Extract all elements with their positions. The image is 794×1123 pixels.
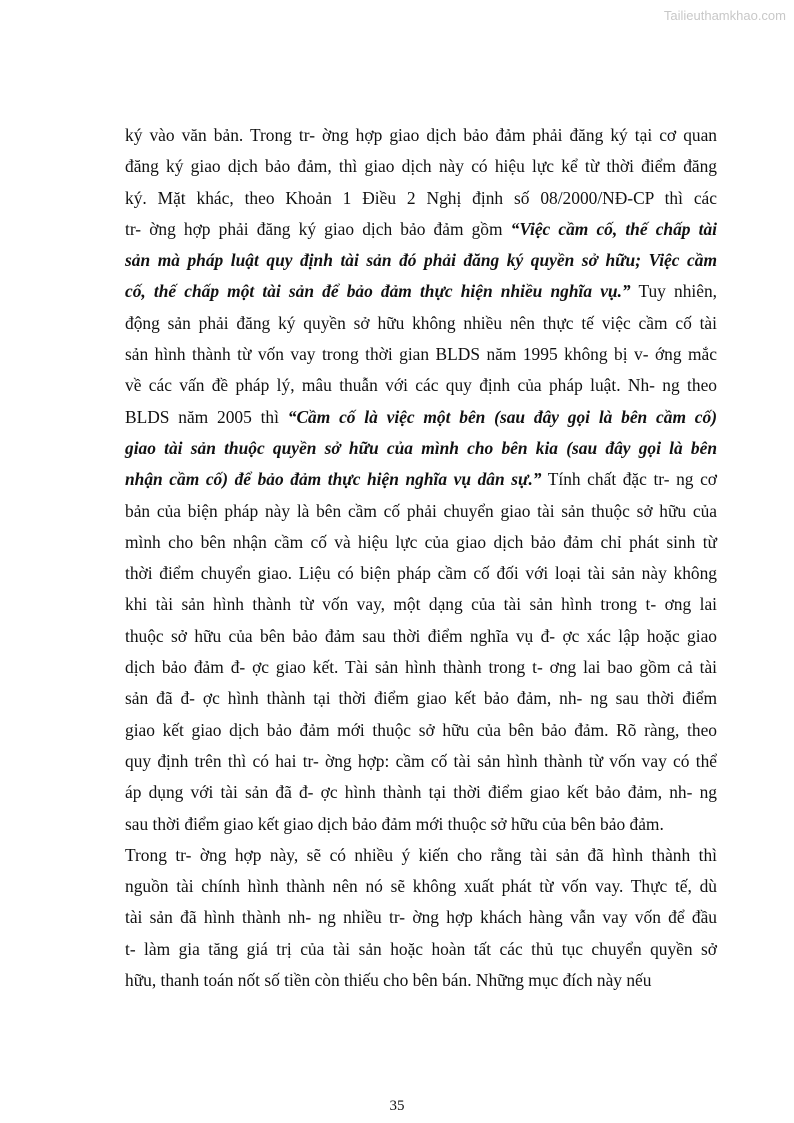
text-line <box>125 120 717 151</box>
text-run: Tính chất đặc tr- ng cơ <box>541 469 717 490</box>
text-run: ký vào văn bản. Trong tr- ờng hợp giao dịch bảo đảm phải đăng ký tại cơ quan <box>125 125 717 145</box>
quoted-text: nhận cầm cố) để bảo đảm thực hiện nghĩa vụ dân sự.” <box>125 469 542 490</box>
text-run: t- làm gia tăng giá trị của tài sản hoặc hoàn tất các thủ tục chuyển quyền sở <box>125 938 717 959</box>
text-run: đăng ký giao dịch bảo đảm, thì giao dịch này có hiệu lực kể từ thời điểm đăng <box>125 156 717 177</box>
text-line <box>125 308 717 339</box>
text-line <box>125 496 717 527</box>
watermark: Tailieuthamkhao.com <box>663 8 786 23</box>
text-run: giao kết giao dịch bảo đảm mới thuộc sở hữu của bên bảo đảm. Rõ ràng, theo <box>125 719 717 740</box>
text-line <box>125 683 717 714</box>
text-run: thời điểm chuyển giao. Liệu có biện pháp cầm cố đối với loại tài sản này không <box>125 563 717 584</box>
text-line <box>125 652 717 683</box>
text-line <box>125 840 717 871</box>
text-line <box>125 621 717 652</box>
text-line <box>125 402 717 433</box>
text-line <box>125 934 717 965</box>
text-line <box>125 965 717 996</box>
text-run: sản đã đ- ợc hình thành tại thời điểm giao kết bảo đảm, nh- ng sau thời điểm <box>125 688 717 709</box>
text-line <box>125 276 717 307</box>
text-line <box>125 464 717 495</box>
text-line <box>125 777 717 808</box>
text-run: bản của biện pháp này là bên cầm cố phải chuyển giao tài sản thuộc sở hữu của <box>125 500 717 521</box>
text-run: áp dụng với tài sản đã đ- ợc hình thành tại thời điểm giao kết bảo đảm, nh- ng <box>125 782 717 803</box>
text-line <box>125 433 717 464</box>
text-run: động sản phải đăng ký quyền sở hữu không nhiều nên thực tế việc cầm cố tài <box>125 312 717 333</box>
text-run: nguồn tài chính hình thành nên nó sẽ không xuất phát từ vốn vay. Thực tế, dù <box>125 876 717 897</box>
text-run: khi tài sản hình thành từ vốn vay, một dạng của tài sản hình trong t- ơng lai <box>125 594 717 615</box>
text-run: Tuy nhiên, <box>630 281 717 302</box>
text-line <box>125 370 717 401</box>
text-line <box>125 339 717 370</box>
text-line <box>125 871 717 902</box>
text-line <box>125 151 717 182</box>
quoted-text: “Cầm cố là việc một bên (sau đây gọi là bên cầm cố) <box>287 406 717 427</box>
text-line <box>125 902 717 933</box>
text-line <box>125 809 717 840</box>
page-number: 35 <box>389 1098 405 1114</box>
quoted-text: sản mà pháp luật quy định tài sản đó phải đăng ký quyền sở hữu; Việc cầm <box>125 250 717 271</box>
text-run: mình cho bên nhận cầm cố và hiệu lực của giao dịch bảo đảm chỉ phát sinh từ <box>125 531 717 552</box>
text-run: sản hình thành từ vốn vay trong thời gian BLDS năm 1995 không bị v- ớng mắc <box>125 344 717 365</box>
text-line <box>125 183 717 214</box>
text-run: BLDS năm 2005 thì <box>125 406 288 427</box>
text-line <box>125 746 717 777</box>
text-run: dịch bảo đảm đ- ợc giao kết. Tài sản hình thành trong t- ơng lai bao gồm cả tài <box>125 657 717 678</box>
text-line <box>125 558 717 589</box>
text-run: tr- ờng hợp phải đăng ký giao dịch bảo đảm gồm <box>125 218 511 239</box>
text-run: Trong tr- ờng hợp này, sẽ có nhiều ý kiến cho rằng tài sản đã hình thành thì <box>125 844 717 865</box>
text-run: thuộc sở hữu của bên bảo đảm sau thời điểm nghĩa vụ đ- ợc xác lập hoặc giao <box>125 625 717 646</box>
text-run: sau thời điểm giao kết giao dịch bảo đảm mới thuộc sở hữu của bên bảo đảm. <box>125 813 664 834</box>
text-run: tài sản đã hình thành nh- ng nhiều tr- ờng hợp khách hàng vẫn vay vốn để đầu <box>125 907 717 928</box>
quoted-text: giao tài sản thuộc quyền sở hữu của mình cho bên kia (sau đây gọi là bên <box>125 437 717 458</box>
text-line <box>125 589 717 620</box>
text-line <box>125 527 717 558</box>
quoted-text: “Việc cầm cố, thế chấp tài <box>510 218 717 239</box>
text-run: quy định trên thì có hai tr- ờng hợp: cầm cố tài sản hình thành từ vốn vay có thể <box>125 750 717 771</box>
document-body <box>125 120 717 996</box>
text-run: ký. Mặt khác, theo Khoản 1 Điều 2 Nghị định số 08/2000/NĐ-CP thì các <box>125 187 717 208</box>
quoted-text: cố, thế chấp một tài sản để bảo đảm thực hiện nhiều nghĩa vụ.” <box>125 281 631 302</box>
text-run: hữu, thanh toán nốt số tiền còn thiếu cho bên bán. Những mục đích này nếu <box>125 970 652 991</box>
text-line <box>125 245 717 276</box>
text-line <box>125 214 717 245</box>
text-line <box>125 715 717 746</box>
text-run: về các vấn đề pháp lý, mâu thuẫn với các quy định của pháp luật. Nh- ng theo <box>125 375 717 396</box>
